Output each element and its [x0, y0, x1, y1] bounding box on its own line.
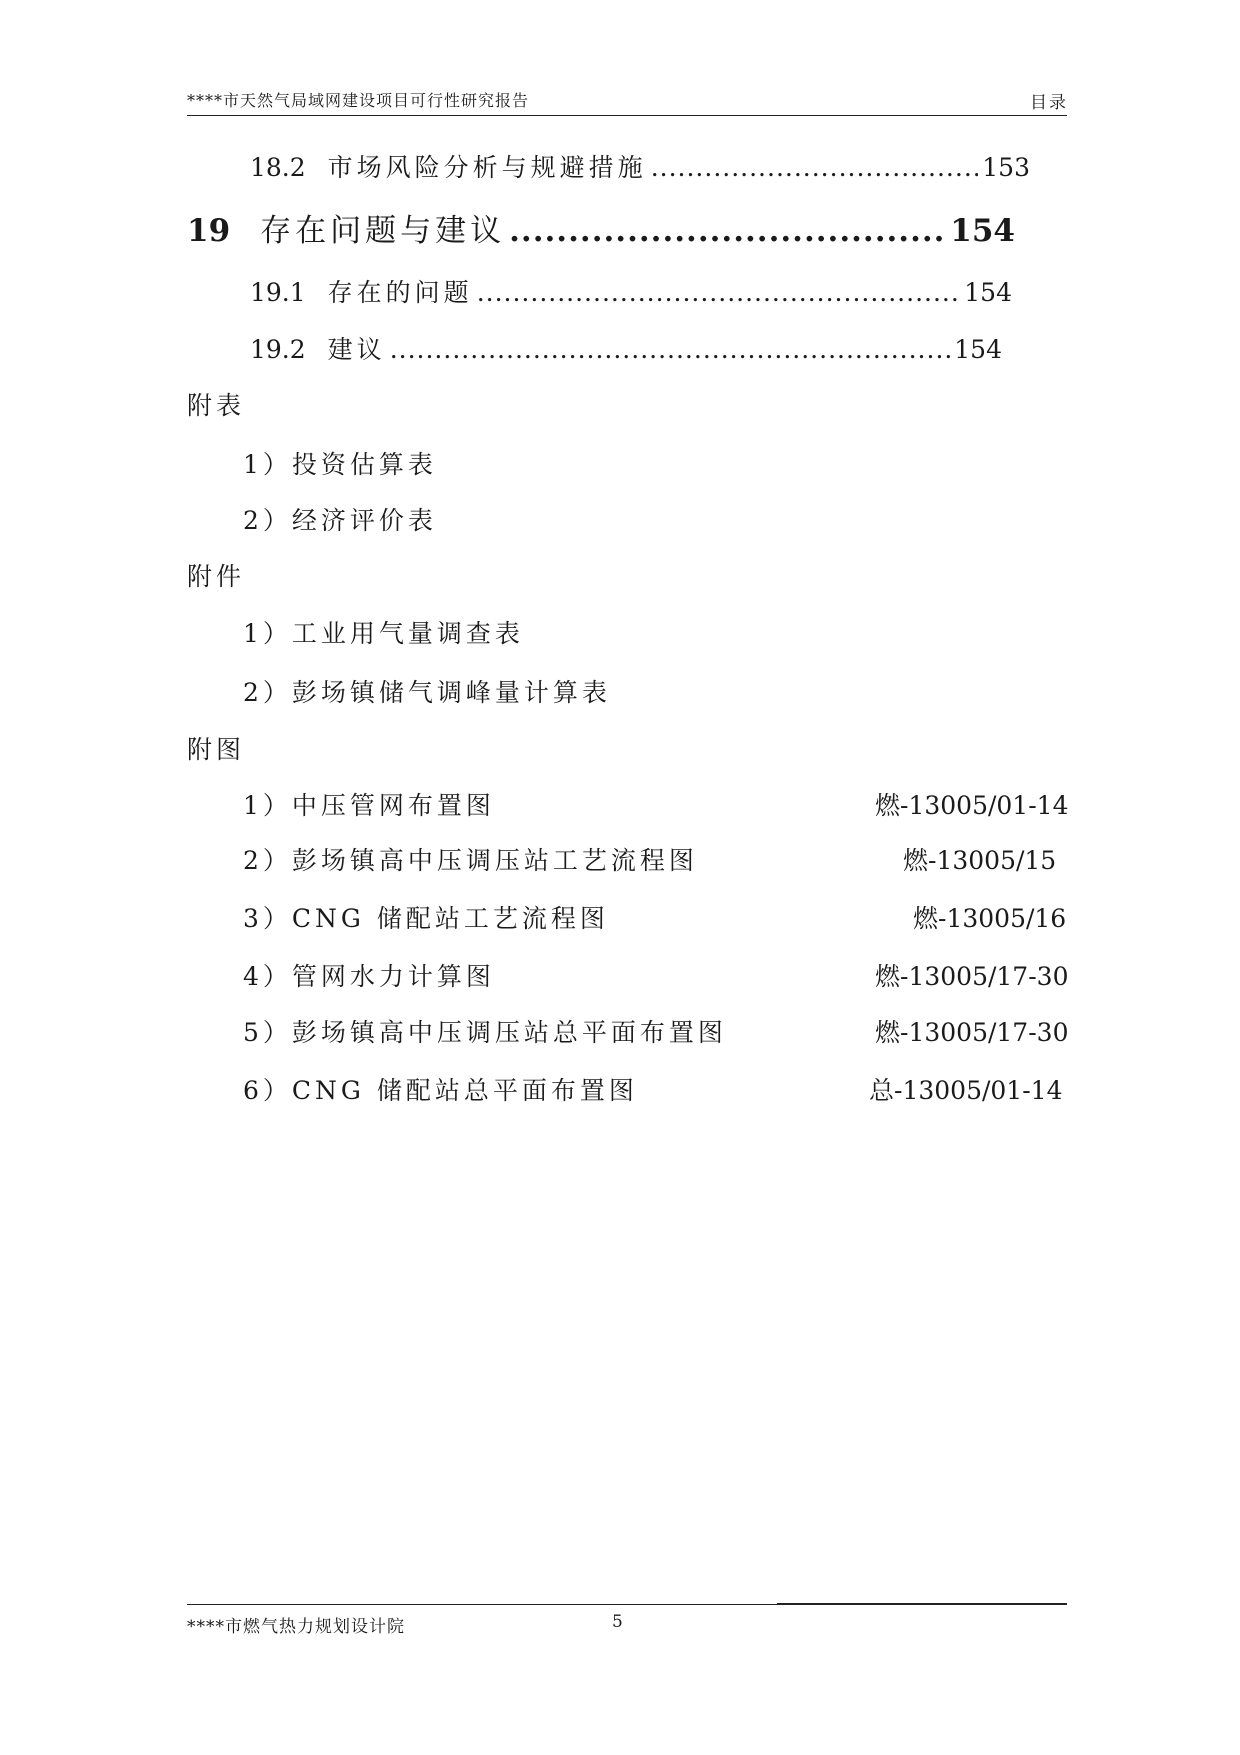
toc-entry[interactable] — [250, 330, 1002, 366]
drawing-item-label: 5）彭场镇高中压调压站总平面布置图 — [243, 1018, 727, 1047]
toc-entry-title: 建议 — [327, 335, 386, 364]
toc-entry-title: 存在问题与建议 — [260, 213, 506, 249]
section-heading-drawings: 附图 — [187, 735, 246, 764]
drawing-item-label: 3）CNG 储配站工艺流程图 — [243, 904, 609, 933]
toc-entry-number: 19.2 — [250, 335, 306, 364]
list-item: 1）投资估算表 — [243, 450, 437, 479]
footer-organization: ****市燃气热力规划设计院 — [187, 1617, 405, 1637]
drawing-item-code: 燃-13005/17-30 — [875, 962, 1069, 991]
toc-entry-number: 18.2 — [250, 153, 306, 182]
footer-divider-thick — [777, 1603, 1067, 1605]
drawing-item-label: 1）中压管网布置图 — [243, 791, 495, 820]
list-item: 2）经济评价表 — [243, 506, 437, 535]
section-heading-appendix-tables: 附表 — [187, 391, 246, 420]
drawing-item-code: 燃-13005/01-14 — [875, 791, 1069, 820]
toc-entry-title: 存在的问题 — [327, 278, 473, 307]
toc-entry-title: 市场风险分析与规避措施 — [327, 153, 647, 182]
footer-divider — [187, 1604, 777, 1605]
toc-leader-dots — [390, 335, 951, 364]
drawing-item-code: 总-13005/01-14 — [869, 1076, 1063, 1105]
drawing-item-code: 燃-13005/17-30 — [875, 1018, 1069, 1047]
section-heading-attachments: 附件 — [187, 562, 246, 591]
toc-entry-page: 154 — [950, 213, 1015, 249]
toc-entry[interactable] — [250, 148, 1030, 184]
header-divider — [187, 115, 1067, 116]
toc-leader-dots — [509, 213, 946, 249]
drawing-item-code: 燃-13005/16 — [913, 904, 1067, 933]
toc-entry-page: 154 — [964, 278, 1012, 307]
drawing-item-label: 2）彭场镇高中压调压站工艺流程图 — [243, 846, 698, 875]
drawing-item-label: 4）管网水力计算图 — [243, 962, 495, 991]
toc-entry-page: 153 — [982, 153, 1030, 182]
toc-leader-dots — [651, 153, 979, 182]
drawing-item-code: 燃-13005/15 — [903, 846, 1057, 875]
toc-leader-dots — [477, 278, 961, 307]
list-item: 1）工业用气量调查表 — [243, 619, 524, 648]
toc-entry-number: 19 — [187, 213, 231, 249]
toc-entry-number: 19.1 — [250, 278, 306, 307]
drawing-item-label: 6）CNG 储配站总平面布置图 — [243, 1076, 638, 1105]
toc-entry-page: 154 — [954, 335, 1002, 364]
header-section: 目录 — [1030, 93, 1068, 113]
page-number: 5 — [612, 1612, 623, 1632]
toc-entry[interactable] — [250, 273, 1012, 309]
toc-entry-chapter[interactable] — [187, 205, 1015, 250]
header-title: ****市天然气局域网建设项目可行性研究报告 — [187, 91, 530, 110]
list-item: 2）彭场镇储气调峰量计算表 — [243, 678, 611, 707]
